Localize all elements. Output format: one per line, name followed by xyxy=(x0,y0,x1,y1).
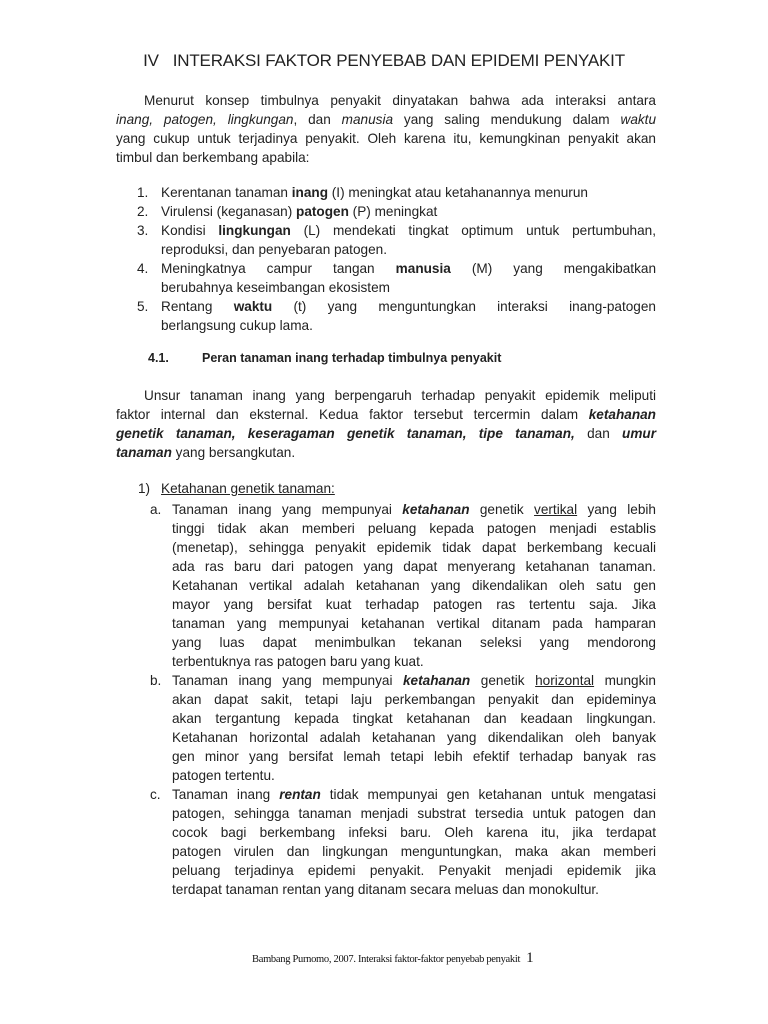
text-line xyxy=(161,259,656,278)
text-line xyxy=(172,880,656,899)
text-line xyxy=(116,405,656,424)
list-item xyxy=(137,202,656,221)
text-run: tidak mempunyai gen ketahanan untuk mengatasi xyxy=(320,787,656,802)
text-run: rentan xyxy=(279,787,321,802)
chapter-title xyxy=(0,51,768,71)
text-line xyxy=(172,785,656,804)
text-run: patogen xyxy=(296,204,349,219)
list-marker: 3. xyxy=(137,223,149,238)
subsection-title: Ketahanan genetik tanaman: xyxy=(161,481,335,496)
text-run: Kerentanan tanaman xyxy=(161,185,292,200)
text-run: Menurut konsep timbulnya penyakit dinyatakan bahwa ada interaksi antara xyxy=(144,93,656,108)
text-run: tanaman xyxy=(116,445,172,460)
text-line xyxy=(172,728,656,747)
text-line xyxy=(116,424,656,443)
text-run: yang cukup untuk terjadinya penyakit. Oleh karena itu, kemungkinan penyakit akan xyxy=(116,131,656,146)
text-line xyxy=(172,766,656,785)
text-run: waktu xyxy=(233,299,273,314)
text-line xyxy=(116,91,656,110)
text-run: ada ras baru dari patogen yang dapat menyerang ketahanan tanaman. xyxy=(172,559,656,574)
text-run: (M) yang mengakibatkan xyxy=(450,261,656,276)
text-run: manusia xyxy=(341,112,394,127)
chapter-number: IV xyxy=(143,51,159,70)
text-line xyxy=(172,595,656,614)
text-run: ketahanan xyxy=(403,673,471,688)
text-run: peluang terjadinya epidemi penyakit. Penyakit menjadi epidemik jika xyxy=(172,863,656,878)
text-run: Unsur tanaman inang yang berpengaruh terhadap penyakit epidemik meliputi xyxy=(144,388,656,403)
text-run: timbul dan berkembang apabila: xyxy=(116,150,310,165)
list-item xyxy=(150,671,656,785)
text-run: yang lebih xyxy=(577,502,656,517)
text-line xyxy=(172,576,656,595)
text-run: Tanaman inang yang mempunyai xyxy=(172,673,403,688)
text-run: cocok bagi berkembang infeksi baru. Oleh karena itu, jika terdapat xyxy=(172,825,656,840)
text-run: berubahnya keseimbangan ekosistem xyxy=(161,280,390,295)
text-run: inang xyxy=(291,185,328,200)
text-run: mungkin xyxy=(594,673,656,688)
text-run: inang, patogen, lingkungan xyxy=(116,112,294,127)
text-run: (t) yang menguntungkan interaksi inang-patogen xyxy=(272,299,656,314)
text-run: vertikal xyxy=(534,502,578,517)
subsection-heading xyxy=(138,481,335,496)
section-paragraph xyxy=(116,386,656,462)
text-line xyxy=(161,240,656,259)
text-line xyxy=(172,500,656,519)
text-line xyxy=(172,519,656,538)
list-item xyxy=(137,221,656,259)
text-line xyxy=(172,690,656,709)
text-run: waktu xyxy=(620,112,657,127)
text-run: patogen virulen dan lingkungan menguntungkan, maka akan memberi xyxy=(172,844,656,859)
text-line xyxy=(172,614,656,633)
section-heading xyxy=(148,351,502,365)
text-run: Virulensi (keganasan) xyxy=(161,204,297,219)
page-footer xyxy=(252,950,533,967)
text-run: tanaman yang mempunyai ketahanan vertikal ditanam pada hamparan xyxy=(172,616,656,631)
text-run: ketahanan xyxy=(588,407,656,422)
footer-citation: Bambang Purnomo, 2007. Interaksi faktor-faktor penyebab penyakit xyxy=(252,954,521,965)
text-run: Ketahanan horizontal adalah ketahanan yang dikendalikan oleh banyak xyxy=(172,730,656,745)
intro-paragraph xyxy=(116,91,656,167)
text-line xyxy=(116,386,656,405)
text-run: yang saling mendukung dalam xyxy=(393,112,621,127)
list-marker: 4. xyxy=(137,261,149,276)
text-line xyxy=(161,297,656,316)
list-marker: 2. xyxy=(137,204,149,219)
text-line xyxy=(172,823,656,842)
text-run: patogen tertentu. xyxy=(172,768,275,783)
text-run: yang luas dapat menimbulkan tekanan seleksi yang mendorong xyxy=(172,635,656,650)
text-run: gen minor yang bersifat lemah tetapi lebih efektif terhadap banyak ras xyxy=(172,749,656,764)
list-marker: 1. xyxy=(137,185,149,200)
text-run: umur xyxy=(622,426,657,441)
text-line xyxy=(161,202,656,221)
resistance-items xyxy=(150,500,656,899)
page-number: 1 xyxy=(526,950,534,966)
subsection-marker: 1) xyxy=(138,481,151,496)
text-run: (P) meningkat xyxy=(348,204,438,219)
text-run: Tanaman inang xyxy=(172,787,280,802)
text-line xyxy=(116,110,656,129)
list-marker: b. xyxy=(150,673,162,688)
list-item xyxy=(137,297,656,335)
text-run: ketahanan xyxy=(402,502,470,517)
text-line xyxy=(172,557,656,576)
text-run: dan xyxy=(574,426,623,441)
text-line xyxy=(172,842,656,861)
text-line xyxy=(172,747,656,766)
text-run: terbentuknya ras patogen baru yang kuat. xyxy=(172,654,424,669)
text-line xyxy=(172,861,656,880)
text-run: Meningkatnya campur tangan xyxy=(161,261,396,276)
text-line xyxy=(172,633,656,652)
text-run: manusia xyxy=(395,261,451,276)
text-line xyxy=(161,183,656,202)
chapter-title-text: INTERAKSI FAKTOR PENYEBAB DAN EPIDEMI PENYAKIT xyxy=(172,51,625,70)
text-line xyxy=(161,278,656,297)
text-run: , dan xyxy=(293,112,342,127)
list-marker: 5. xyxy=(137,299,149,314)
text-run: berlangsung cukup lama. xyxy=(161,318,313,333)
text-line xyxy=(116,148,656,167)
text-run: genetik xyxy=(469,502,535,517)
section-title: Peran tanaman inang terhadap timbulnya penyakit xyxy=(202,351,502,365)
list-item xyxy=(137,183,656,202)
text-run: (I) meningkat atau ketahanannya menurun xyxy=(328,185,588,200)
text-line xyxy=(172,804,656,823)
text-line xyxy=(172,671,656,690)
factor-list xyxy=(137,183,656,335)
text-run: yang bersangkutan. xyxy=(171,445,296,460)
text-line xyxy=(172,709,656,728)
text-run: mayor yang bersifat kuat terhadap patogen ras tertentu saja. Jika xyxy=(172,597,656,612)
text-run: Ketahanan vertikal adalah ketahanan yang dikendalikan oleh satu gen xyxy=(172,578,656,593)
text-run: faktor internal dan eksternal. Kedua faktor tersebut tercermin dalam xyxy=(116,407,589,422)
text-run: akan tergantung kepada tingkat ketahanan dan keadaan lingkungan. xyxy=(172,711,656,726)
text-line xyxy=(116,443,656,462)
list-item xyxy=(150,785,656,899)
text-run: tinggi tidak akan memberi peluang kepada patogen menjadi establis xyxy=(172,521,656,536)
list-item xyxy=(150,500,656,671)
text-line xyxy=(116,129,656,148)
list-marker: a. xyxy=(150,502,162,517)
list-marker: c. xyxy=(150,787,161,802)
text-run: reproduksi, dan penyebaran patogen. xyxy=(161,242,387,257)
text-run: lingkungan xyxy=(218,223,291,238)
text-line xyxy=(172,652,656,671)
text-run: (L) mendekati tingkat optimum untuk pertumbuhan, xyxy=(290,223,656,238)
text-run: (menetap), sehingga penyakit epidemik tidak dapat berkembang kecuali xyxy=(172,540,656,555)
text-run: horizontal xyxy=(535,673,595,688)
text-run: Rentang xyxy=(161,299,234,314)
text-run: patogen, sehingga tanaman menjadi substrat tersedia untuk patogen dan xyxy=(172,806,656,821)
text-run: genetik tanaman, keseragaman genetik tanaman, tipe tanaman, xyxy=(116,426,575,441)
text-line xyxy=(172,538,656,557)
text-run: Kondisi xyxy=(161,223,219,238)
list-item xyxy=(137,259,656,297)
text-line xyxy=(161,221,656,240)
text-line xyxy=(161,316,656,335)
text-run: terdapat tanaman rentan yang ditanam secara meluas dan monokultur. xyxy=(172,882,599,897)
text-run: genetik xyxy=(470,673,536,688)
text-run: Tanaman inang yang mempunyai xyxy=(172,502,403,517)
section-number: 4.1. xyxy=(148,351,169,365)
text-run: akan dapat sakit, tetapi laju perkembangan penyakit dan epideminya xyxy=(172,692,656,707)
